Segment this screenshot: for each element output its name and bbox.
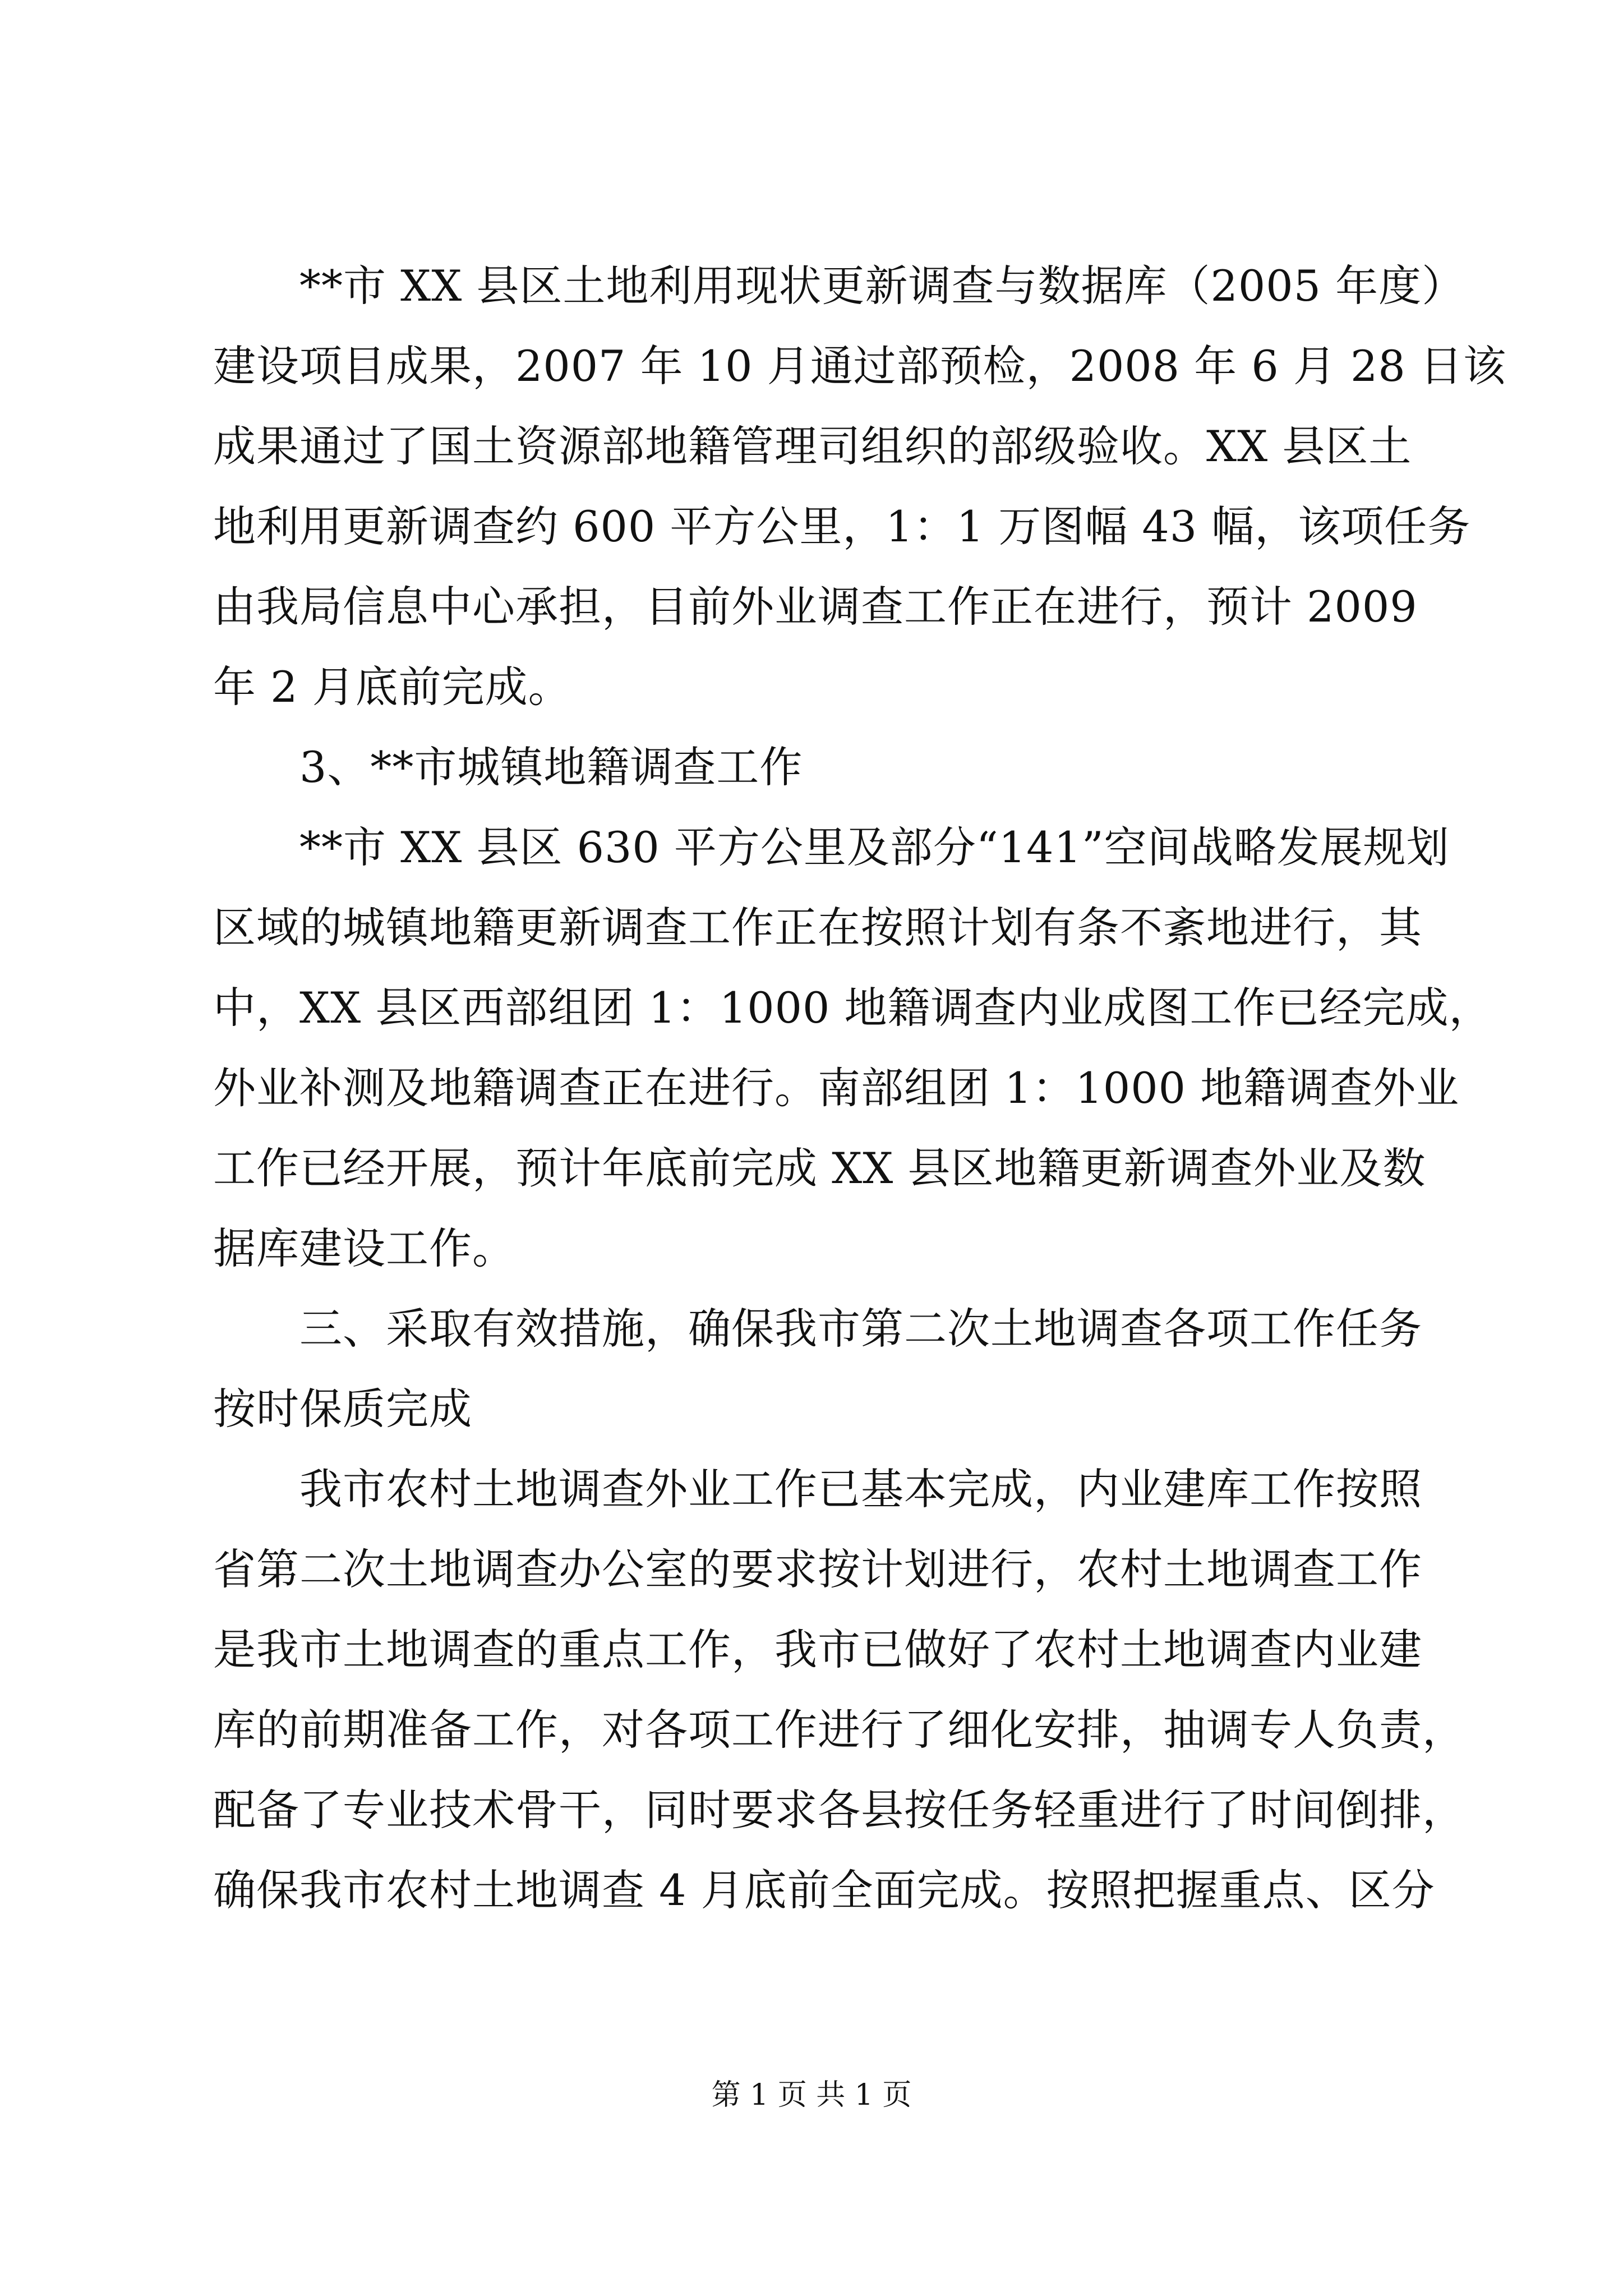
text-line-19: 库的前期准备工作，对各项工作进行了细化安排，抽调专人负责， [213,1705,1465,1755]
document-body [213,246,1506,1930]
text-line-3: 成果通过了国土资源部地籍管理司组织的部级验收。XX 县区土 [213,421,1412,471]
text-line-9: 区域的城镇地籍更新调查工作正在按照计划有条不紊地进行，其 [213,903,1422,953]
section-heading-continued: 按时保质完成 [213,1384,472,1434]
text-line-18: 是我市土地调查的重点工作，我市已做好了农村土地调查内业建 [213,1625,1422,1674]
section-heading-3: 3、**市城镇地籍调查工作 [299,742,803,792]
text-line-20: 配备了专业技术骨干，同时要求各县按任务轻重进行了时间倒排， [213,1785,1465,1835]
text-line-12: 工作已经开展，预计年底前完成 XX 县区地籍更新调查外业及数 [213,1143,1426,1193]
text-line-2: 建设项目成果，2007 年 10 月通过部预检，2008 年 6 月 28 日该 [213,341,1506,391]
text-line-1: **市 XX 县区土地利用现状更新调查与数据库（2005 年度） [299,261,1465,311]
text-line-4: 地利用更新调查约 600 平方公里，1：1 万图幅 43 幅，该项任务 [213,501,1471,551]
section-heading-three: 三、采取有效措施，确保我市第二次土地调查各项工作任务 [299,1304,1422,1354]
text-line-6: 年 2 月底前完成。 [213,662,571,712]
text-line-13: 据库建设工作。 [213,1223,515,1273]
text-line-21: 确保我市农村土地调查 4 月底前全面完成。按照把握重点、区分 [213,1865,1435,1915]
text-line-17: 省第二次土地调查办公室的要求按计划进行，农村土地调查工作 [213,1544,1422,1594]
text-line-10: 中，XX 县区西部组团 1：1000 地籍调查内业成图工作已经完成， [213,983,1492,1033]
text-line-16: 我市农村土地调查外业工作已基本完成，内业建库工作按照 [299,1464,1422,1514]
page-footer: 第 1 页 共 1 页 [711,2078,912,2112]
text-line-5: 由我局信息中心承担，目前外业调查工作正在进行，预计 2009 [213,582,1418,632]
text-line-8: **市 XX 县区 630 平方公里及部分“141”空间战略发展规划 [299,822,1450,872]
text-line-11: 外业补测及地籍调查正在进行。南部组团 1：1000 地籍调查外业 [213,1063,1460,1113]
